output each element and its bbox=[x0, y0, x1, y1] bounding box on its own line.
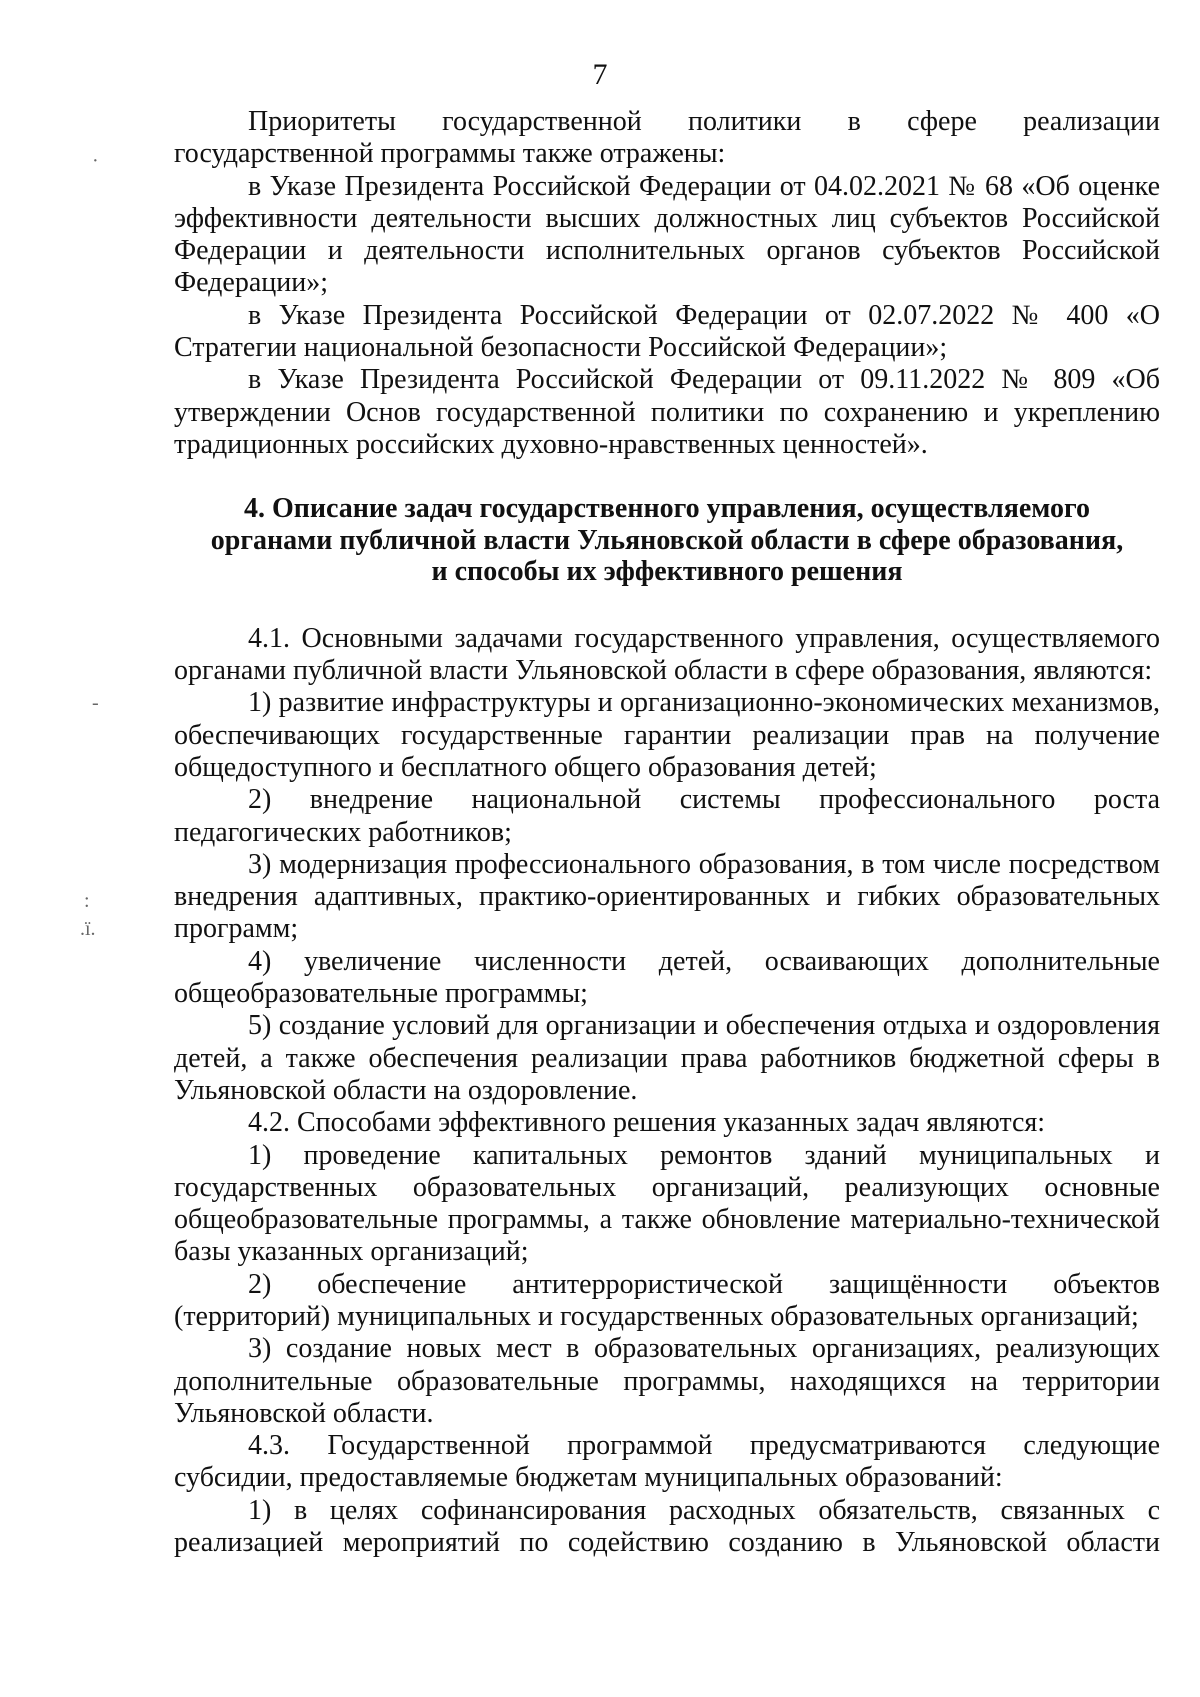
document-body bbox=[174, 106, 1160, 1559]
list-item: 3) создание новых мест в образовательных организациях, реализующих дополнительные образовательные программы, находящихся на территории Ульяновской области. bbox=[174, 1333, 1160, 1429]
list-item: 1) в целях софинансирования расходных обязательств, связанных с реализацией мероприятий по содействию созданию в Ульяновской области bbox=[174, 1494, 1160, 1559]
list-item: 1) проведение капитальных ремонтов зданий муниципальных и государственных образовательных организаций, реализующих основные общеобразовательные программы, а также обновление материально-технической базы указанных организаций; bbox=[174, 1139, 1160, 1268]
section-paragraph: 4.3. Государственной программой предусматриваются следующие субсидии, предоставляемые бюджетам муниципальных образований: bbox=[174, 1430, 1160, 1494]
list-item: 2) обеспечение антитеррористической защищённости объектов (территорий) муниципальных и государственных образовательных организаций; bbox=[174, 1268, 1160, 1332]
section-paragraph: 4.1. Основными задачами государственного управления, осуществляемого органами публичной власти Ульяновской области в сфере образования, являются: bbox=[174, 622, 1160, 687]
scan-mark: : bbox=[84, 890, 90, 912]
decree-reference: в Указе Президента Российской Федерации от 02.07.2022 № 400 «О Стратегии национальной безопасности Российской Федерации»; bbox=[174, 299, 1160, 364]
list-item: 5) создание условий для организации и обеспечения отдыха и оздоровления детей, а также обеспечения реализации права работников бюджетной сферы в Ульяновской области на оздоровление. bbox=[174, 1010, 1160, 1106]
scan-dash: - bbox=[92, 692, 99, 714]
scan-mark: .ï. bbox=[80, 918, 96, 940]
intro-paragraph: Приоритеты государственной политики в сфере реализации государственной программы также отражены: bbox=[174, 106, 1160, 170]
section-heading-line: органами публичной власти Ульяновской области в сфере образования, bbox=[210, 524, 1124, 556]
list-item: 3) модернизация профессионального образования, в том числе посредством внедрения адаптивных, практико-ориентированных и гибких образовательных программ; bbox=[174, 848, 1160, 945]
list-item: 2) внедрение национальной системы профессионального роста педагогических работников; bbox=[174, 784, 1160, 848]
page-number: 7 bbox=[592, 58, 608, 91]
decree-reference: в Указе Президента Российской Федерации от 09.11.2022 № 809 «Об утверждении Основ государственной политики по сохранению и укреплению традиционных российских духовно-нравственных ценностей». bbox=[174, 364, 1160, 460]
section-heading-line: 4. Описание задач государственного управления, осуществляемого bbox=[243, 493, 1091, 525]
section-heading-line: и способы их эффективного решения bbox=[431, 556, 903, 588]
decree-reference: в Указе Президента Российской Федерации от 04.02.2021 № 68 «Об оценке эффективности деятельности высших должностных лиц субъектов Российской Федерации и деятельности исполнительных органов субъектов Российской Федерации»; bbox=[174, 170, 1160, 299]
scan-dot: · bbox=[92, 150, 99, 172]
section-paragraph: 4.2. Способами эффективного решения указанных задач являются: bbox=[248, 1107, 1046, 1139]
list-item: 4) увеличение численности детей, осваивающих дополнительные общеобразовательные программы; bbox=[174, 945, 1160, 1010]
list-item: 1) развитие инфраструктуры и организационно-экономических механизмов, обеспечивающих государственные гарантии реализации прав на получение общедоступного и бесплатного общего образования детей; bbox=[174, 687, 1160, 783]
section-heading bbox=[174, 493, 1160, 588]
